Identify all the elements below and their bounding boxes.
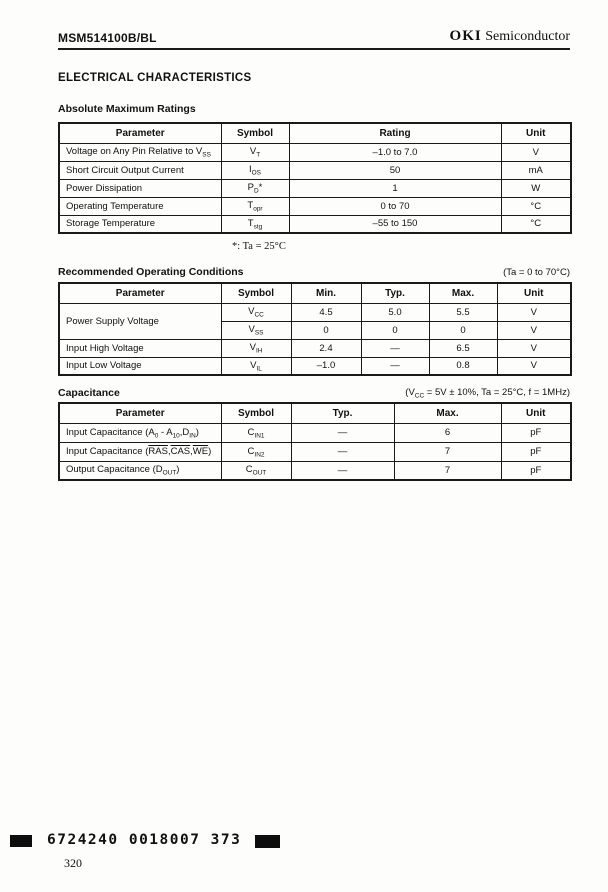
cell-max: 6.5 (429, 339, 497, 357)
table-header-row (59, 123, 571, 143)
abs-max-title: Absolute Maximum Ratings (58, 103, 196, 115)
abs-max-footnote: *: Ta = 25°C (232, 241, 286, 252)
cell-rating: 0 to 70 (289, 197, 501, 215)
table-row (59, 357, 571, 375)
cell-parameter: Output Capacitance $(D_{OUT})$ (59, 461, 221, 480)
cell-symbol: $V_{IL}$ (221, 357, 291, 375)
cell-min: 0 (291, 321, 361, 339)
cell-rating: 1 (289, 179, 501, 197)
abs-max-table (58, 122, 572, 234)
cell-symbol: $I_{OS}$ (221, 161, 289, 179)
cell-unit: W (501, 179, 571, 197)
cell-symbol: $C_{IN1}$ (221, 423, 291, 442)
cell-unit: V (497, 339, 571, 357)
cell-min: 4.5 (291, 303, 361, 321)
table-row (59, 423, 571, 442)
cell-rating: –1.0 to 7.0 (289, 143, 501, 161)
cell-typ: — (291, 442, 394, 461)
col-header-min: Min. (291, 283, 361, 303)
cell-typ: — (291, 461, 394, 480)
cell-rating: 50 (289, 161, 501, 179)
table-row (59, 143, 571, 161)
cell-max: 7 (394, 442, 501, 461)
table-row (59, 161, 571, 179)
brand-logo (450, 28, 570, 45)
table-row (59, 442, 571, 461)
cell-symbol: $C_{IN2}$ (221, 442, 291, 461)
cell-symbol: $V_T$ (221, 143, 289, 161)
table-row (59, 461, 571, 480)
cell-unit: mA (501, 161, 571, 179)
cell-max: 7 (394, 461, 501, 480)
table-row (59, 339, 571, 357)
cell-unit: V (501, 143, 571, 161)
cell-parameter: Short Circuit Output Current (59, 161, 221, 179)
cell-parameter: Input Capacitance $(\overline{RAS},\overline{CAS},\overline{WE})$ (59, 442, 221, 461)
col-header-unit: Unit (501, 403, 571, 423)
cell-min: –1.0 (291, 357, 361, 375)
cell-parameter: Power Dissipation (59, 179, 221, 197)
cell-unit: °C (501, 215, 571, 233)
section-title: ELECTRICAL CHARACTERISTICS (58, 72, 252, 84)
cell-symbol: $V_{CC}$ (221, 303, 291, 321)
cell-typ: — (361, 357, 429, 375)
col-header-parameter: Parameter (59, 123, 221, 143)
cell-symbol: $C_{OUT}$ (221, 461, 291, 480)
cell-symbol: $V_{IH}$ (221, 339, 291, 357)
col-header-max: Max. (394, 403, 501, 423)
col-header-max: Max. (429, 283, 497, 303)
col-header-rating: Rating (289, 123, 501, 143)
cell-parameter: Operating Temperature (59, 197, 221, 215)
cell-max: 6 (394, 423, 501, 442)
cell-symbol: $T_{stg}$ (221, 215, 289, 233)
cell-unit: pF (501, 442, 571, 461)
cell-max: 5.5 (429, 303, 497, 321)
col-header-typ: Typ. (361, 283, 429, 303)
cell-unit: °C (501, 197, 571, 215)
cell-typ: 0 (361, 321, 429, 339)
table-header-row (59, 283, 571, 303)
page-number: 320 (64, 856, 82, 870)
col-header-symbol: Symbol (221, 283, 291, 303)
brand-name: OKI (449, 28, 482, 44)
table-row (59, 303, 571, 321)
cell-unit: pF (501, 461, 571, 480)
col-header-parameter: Parameter (59, 403, 221, 423)
cell-min: 2.4 (291, 339, 361, 357)
cell-typ: 5.0 (361, 303, 429, 321)
brand-suffix: Semiconductor (481, 29, 570, 44)
col-header-symbol: Symbol (221, 403, 291, 423)
col-header-symbol: Symbol (221, 123, 289, 143)
rec-op-title-row (58, 266, 570, 278)
cell-parameter: Storage Temperature (59, 215, 221, 233)
col-header-parameter: Parameter (59, 283, 221, 303)
cell-unit: V (497, 357, 571, 375)
table-row (59, 179, 571, 197)
document-code: MSM514100B/BL (58, 31, 157, 45)
cell-symbol: $V_{SS}$ (221, 321, 291, 339)
page-header (58, 0, 570, 50)
cell-typ: — (291, 423, 394, 442)
cell-max: 0.8 (429, 357, 497, 375)
page-content (58, 0, 570, 481)
rec-op-condition: (Ta = 0 to 70°C) (503, 267, 570, 278)
capacitance-table (58, 402, 572, 481)
col-header-unit: Unit (497, 283, 571, 303)
cell-parameter-group: Power Supply Voltage (59, 303, 221, 339)
cell-typ: — (361, 339, 429, 357)
table-row (59, 197, 571, 215)
cell-rating: –55 to 150 (289, 215, 501, 233)
capacitance-title: Capacitance (58, 387, 120, 400)
table-row (59, 215, 571, 233)
cell-unit: V (497, 303, 571, 321)
col-header-typ: Typ. (291, 403, 394, 423)
rec-op-title: Recommended Operating Conditions (58, 266, 244, 278)
cell-parameter: Input Capacitance $(A_0 - A_{10},D_{IN})$ (59, 423, 221, 442)
col-header-unit: Unit (501, 123, 571, 143)
cell-parameter: Voltage on Any Pin Relative to $V_{SS}$ (59, 143, 221, 161)
cell-symbol: $P_D*$ (221, 179, 289, 197)
cell-parameter: Input High Voltage (59, 339, 221, 357)
rec-op-table (58, 282, 572, 376)
table-header-row (59, 403, 571, 423)
print-code-row (10, 832, 280, 848)
print-code-text: 6724240 0018007 373 (47, 832, 242, 848)
barcode-block-right (255, 835, 280, 848)
cell-symbol: $T_{opr}$ (221, 197, 289, 215)
capacitance-condition: ($V_{CC} = 5V \pm 10\%$, Ta = 25°C, f = 1MHz) (405, 387, 570, 400)
cell-parameter: Input Low Voltage (59, 357, 221, 375)
cell-unit: V (497, 321, 571, 339)
capacitance-title-row (58, 387, 570, 399)
cell-max: 0 (429, 321, 497, 339)
barcode-block-left (10, 835, 32, 847)
cell-unit: pF (501, 423, 571, 442)
